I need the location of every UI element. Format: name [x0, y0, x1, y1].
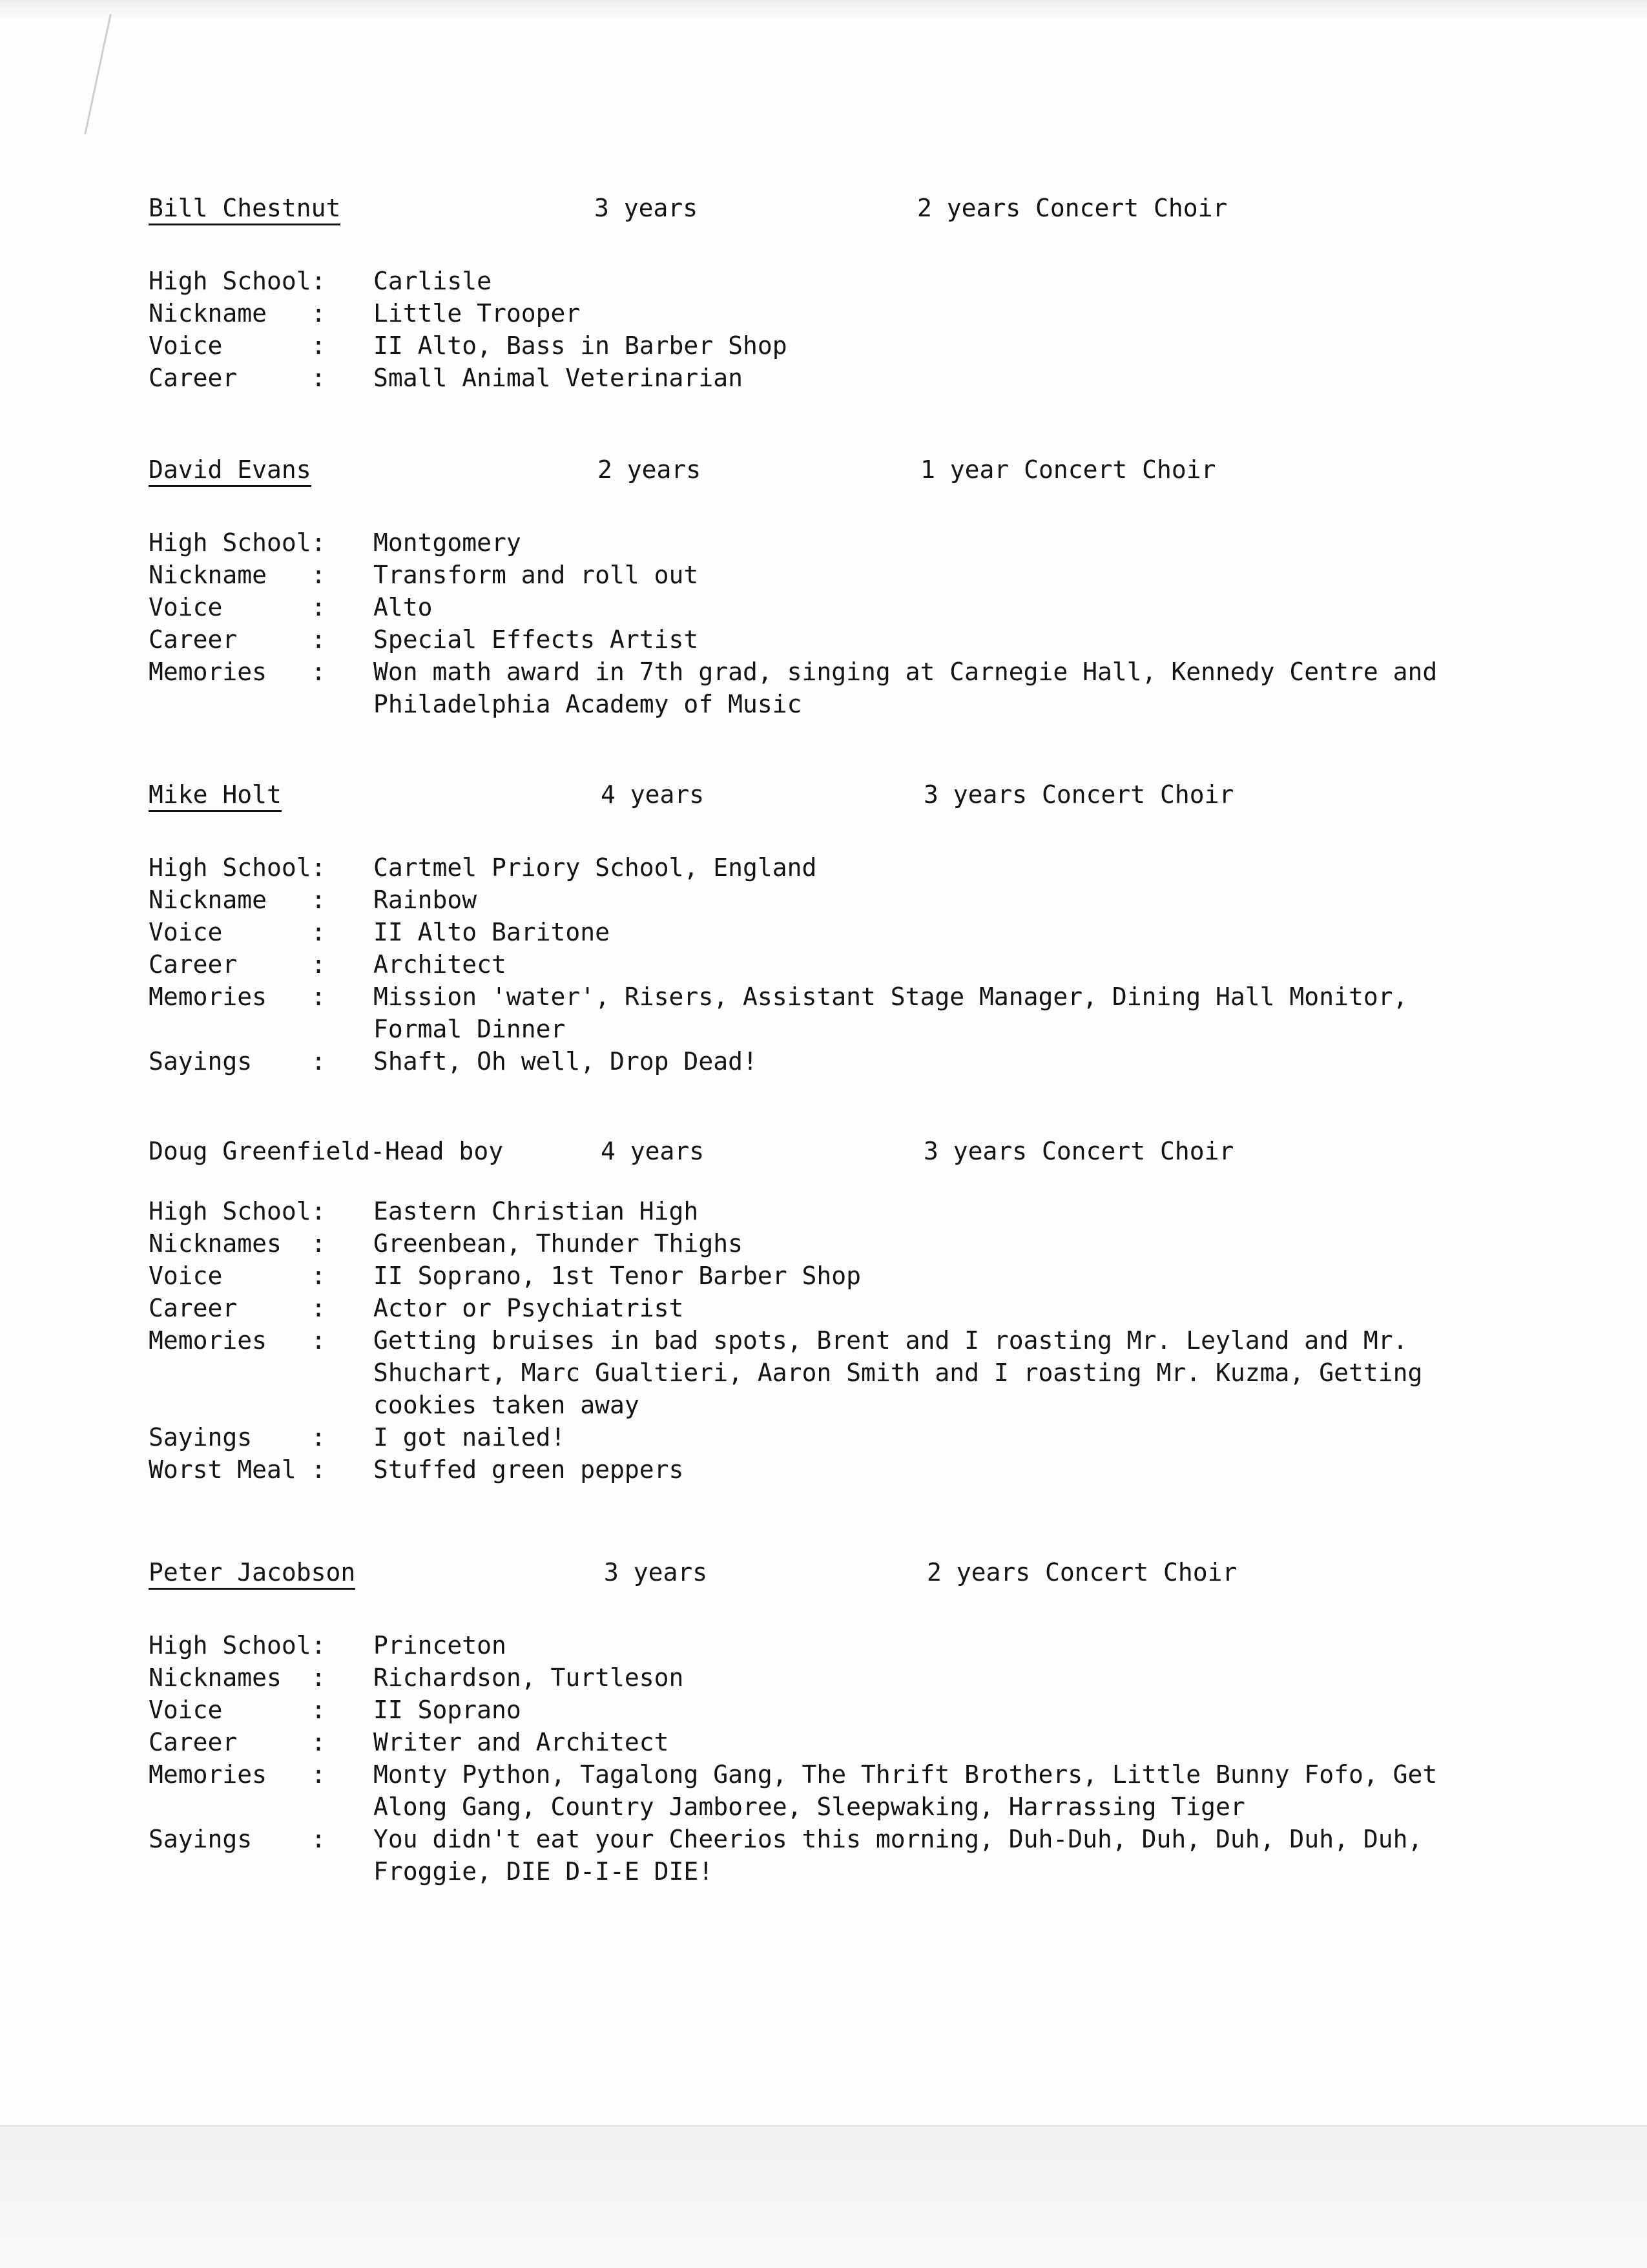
student-name: Mike Holt: [149, 780, 282, 812]
years-attended: 2 years: [597, 455, 701, 484]
field-label: High School:: [149, 853, 326, 882]
field-value: Little Trooper: [373, 299, 581, 328]
concert-choir-years: 3 years Concert Choir: [924, 780, 1234, 809]
field-row: [0, 526, 1647, 559]
field-row: [0, 851, 1647, 884]
field-row: [0, 948, 1647, 981]
field-row: [0, 1758, 1647, 1823]
field-row: [0, 916, 1647, 948]
field-value: Carlisle: [373, 267, 492, 295]
field-label: Career :: [149, 364, 326, 392]
field-label: Memories :: [149, 983, 326, 1011]
field-label: Sayings :: [149, 1047, 326, 1076]
field-value: Architect: [373, 950, 506, 979]
field-value: Stuffed green peppers: [373, 1455, 684, 1484]
field-value: II Soprano, 1st Tenor Barber Shop: [373, 1262, 861, 1290]
field-value: Richardson, Turtleson: [373, 1663, 684, 1692]
field-label: Career :: [149, 625, 326, 654]
concert-choir-years: 3 years Concert Choir: [924, 1137, 1234, 1165]
field-value: Shaft, Oh well, Drop Dead!: [373, 1047, 758, 1076]
student-entry: [0, 1558, 1647, 1888]
field-value: Cartmel Priory School, England: [373, 853, 817, 882]
field-row: [0, 1260, 1647, 1292]
years-attended: 4 years: [601, 780, 705, 809]
field-label: High School:: [149, 528, 326, 557]
paper-fold-line: [84, 14, 111, 134]
student-name: Doug Greenfield-Head boy: [149, 1137, 504, 1165]
field-value: Won math award in 7th grad, singing at Carnegie Hall, Kennedy Centre and Philadelphia Academy of Music: [373, 658, 1438, 718]
field-value: Monty Python, Tagalong Gang, The Thrift Brothers, Little Bunny Fofo, Get Along Gang, Country Jamboree, Sleepwaking, Harrassing Tiger: [373, 1760, 1438, 1821]
field-label: Sayings :: [149, 1423, 326, 1451]
years-attended: 3 years: [594, 194, 698, 222]
field-value: I got nailed!: [373, 1423, 566, 1451]
field-label: Memories :: [149, 1326, 326, 1355]
field-label: Nickname :: [149, 886, 326, 914]
field-label: Nicknames :: [149, 1663, 326, 1692]
field-row: [0, 884, 1647, 916]
years-attended: 4 years: [601, 1137, 705, 1165]
field-value: Greenbean, Thunder Thighs: [373, 1229, 743, 1258]
field-value: Transform and roll out: [373, 561, 699, 589]
field-row: [0, 1694, 1647, 1726]
field-value: Rainbow: [373, 886, 477, 914]
field-row: [0, 329, 1647, 362]
entry-header: [0, 1558, 1647, 1597]
entry-header: [0, 1137, 1647, 1176]
concert-choir-years: 1 year Concert Choir: [920, 455, 1216, 484]
field-value: You didn't eat your Cheerios this morning, Duh-Duh, Duh, Duh, Duh, Duh, Froggie, DIE D-I-E DIE!: [373, 1825, 1423, 1886]
field-value: II Alto, Bass in Barber Shop: [373, 331, 787, 360]
field-row: [0, 981, 1647, 1045]
page-top-edge: [0, 0, 1647, 19]
student-entry: [0, 455, 1647, 720]
field-value: Writer and Architect: [373, 1728, 669, 1756]
student-entry: [0, 1137, 1647, 1486]
field-value: Small Animal Veterinarian: [373, 364, 743, 392]
field-label: Voice :: [149, 331, 326, 360]
field-value: Eastern Christian High: [373, 1197, 699, 1225]
field-label: Voice :: [149, 1696, 326, 1724]
field-row: [0, 1195, 1647, 1227]
field-label: Career :: [149, 950, 326, 979]
years-attended: 3 years: [604, 1558, 708, 1587]
field-value: Alto: [373, 593, 433, 621]
field-row: [0, 1726, 1647, 1758]
student-name: Peter Jacobson: [149, 1558, 355, 1590]
field-row: [0, 362, 1647, 394]
concert-choir-years: 2 years Concert Choir: [917, 194, 1228, 222]
field-label: High School:: [149, 1197, 326, 1225]
field-row: [0, 559, 1647, 591]
field-row: [0, 1421, 1647, 1453]
field-label: Nicknames :: [149, 1229, 326, 1258]
field-label: Nickname :: [149, 299, 326, 328]
field-value: Actor or Psychiatrist: [373, 1294, 684, 1322]
field-row: [0, 591, 1647, 623]
entry-header: [0, 455, 1647, 494]
field-row: [0, 297, 1647, 329]
entry-header: [0, 780, 1647, 819]
field-label: Voice :: [149, 593, 326, 621]
entry-header: [0, 194, 1647, 233]
field-label: Career :: [149, 1728, 326, 1756]
field-row: [0, 623, 1647, 656]
field-label: Memories :: [149, 658, 326, 686]
field-row: [0, 1453, 1647, 1486]
field-row: [0, 1661, 1647, 1694]
field-row: [0, 265, 1647, 297]
field-row: [0, 1629, 1647, 1661]
field-row: [0, 1324, 1647, 1421]
field-label: Memories :: [149, 1760, 326, 1789]
concert-choir-years: 2 years Concert Choir: [927, 1558, 1238, 1587]
field-row: [0, 1823, 1647, 1888]
student-entry: [0, 194, 1647, 394]
field-label: High School:: [149, 267, 326, 295]
field-value: Princeton: [373, 1631, 506, 1659]
student-entry: [0, 780, 1647, 1077]
field-value: Mission 'water', Risers, Assistant Stage Manager, Dining Hall Monitor, Formal Dinner: [373, 983, 1408, 1043]
field-row: [0, 1292, 1647, 1324]
field-label: Nickname :: [149, 561, 326, 589]
field-label: Voice :: [149, 1262, 326, 1290]
field-label: Voice :: [149, 918, 326, 946]
student-name: Bill Chestnut: [149, 194, 340, 225]
field-label: Career :: [149, 1294, 326, 1322]
field-value: II Alto Baritone: [373, 918, 610, 946]
field-row: [0, 1045, 1647, 1077]
student-name: David Evans: [149, 455, 311, 487]
field-value: Montgomery: [373, 528, 521, 557]
field-value: Special Effects Artist: [373, 625, 699, 654]
field-value: Getting bruises in bad spots, Brent and I roasting Mr. Leyland and Mr. Shuchart, Marc Gualtieri, Aaron Smith and I roasting Mr. Kuzma, Getting cookies taken away: [373, 1326, 1423, 1419]
field-value: II Soprano: [373, 1696, 521, 1724]
field-row: [0, 656, 1647, 720]
field-label: Sayings :: [149, 1825, 326, 1853]
field-label: Worst Meal :: [149, 1455, 326, 1484]
field-label: High School:: [149, 1631, 326, 1659]
page-bottom-edge: [0, 2125, 1647, 2268]
field-row: [0, 1227, 1647, 1260]
